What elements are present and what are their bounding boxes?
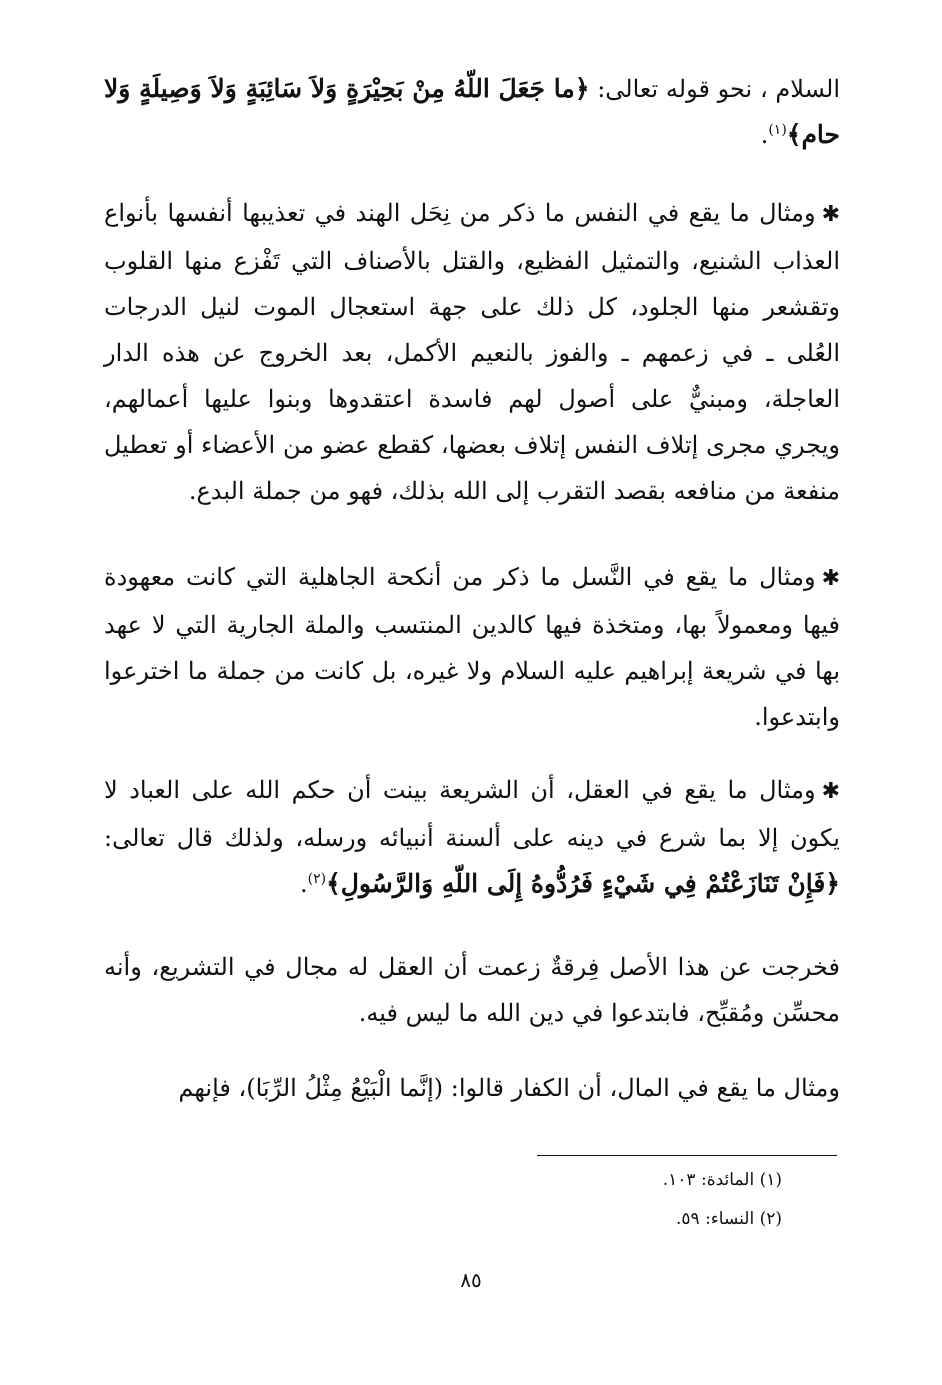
star-bullet-icon: ✱ xyxy=(821,779,840,804)
paragraph-6 xyxy=(104,1065,840,1111)
paragraph-2 xyxy=(104,190,840,514)
star-bullet-icon: ✱ xyxy=(821,566,840,591)
paragraph-1-tail: . xyxy=(760,121,769,149)
footnote-divider xyxy=(537,1155,837,1156)
footnote-ref-2: (٢) xyxy=(307,871,327,887)
quran-quote-2: ﴿فَإِنْ تَنَازَعْتُمْ فِي شَيْءٍ فَرُدُّوهُ إِلَى اللّهِ وَالرَّسُولِ﴾ xyxy=(326,869,840,898)
paragraph-4-tail: . xyxy=(299,870,308,898)
paragraph-3-text: ومثال ما يقع في النَّسل ما ذكر من أنكحة الجاهلية التي كانت معهودة فيها ومعمولاً بها، ومتخذة فيها كالدين المنتسب والملة الجارية التي لا عهد بها في شريعة إبراهيم عليه السلام ولا غيره، بل كانت من جملة ما اخترعوا وابتدعوا. xyxy=(104,563,841,731)
paragraph-5-text: فخرجت عن هذا الأصل فِرقةٌ زعمت أن العقل له مجال في التشريع، وأنه محسِّن ومُقبِّح، فابتدعوا في دين الله ما ليس فيه. xyxy=(104,953,840,1027)
paragraph-6-text: ومثال ما يقع في المال، أن الكفار قالوا: (إنَّما الْبَيْعُ مِثْلُ الرِّبَا)، فإنهم xyxy=(178,1074,840,1102)
paragraph-2-text: ومثال ما يقع في النفس ما ذكر من نِحَل الهند في تعذيبها أنفسها بأنواع العذاب الشنيع، والتمثيل الفظيع، والقتل بالأصناف التي تَفْزع منها القلوب وتقشعر منها الجلود، كل ذلك على جهة استعجال الموت لنيل الدرجات العُلى ـ في زعمهم ـ والفوز بالنعيم الأكمل، بعد الخروج عن هذه الدار العاجلة، ومبنيٌّ على أصول لهم فاسدة اعتقدوها وبنوا عليها أعمالهم، ويجري مجرى إتلاف النفس إتلاف بعضها، كقطع عضو من الأعضاء أو تعطيل منفعة من منافعه بقصد التقرب إلى الله بذلك، فهو من جملة البدع. xyxy=(104,199,840,505)
footnote-2: (٢) النساء: ٥٩. xyxy=(676,1209,782,1229)
star-bullet-icon: ✱ xyxy=(821,202,840,227)
page-number: ٨٥ xyxy=(460,1268,482,1292)
footnote-1: (١) المائدة: ١٠٣. xyxy=(662,1170,782,1190)
paragraph-1-lead: السلام ، نحو قوله تعالى: xyxy=(589,75,840,103)
paragraph-3 xyxy=(104,554,840,740)
paragraph-1 xyxy=(104,66,840,158)
paragraph-4 xyxy=(104,767,840,907)
paragraph-5 xyxy=(104,944,840,1036)
paragraph-4-lead: ومثال ما يقع في العقل، أن الشريعة بينت أن حكم الله على العباد لا يكون إلا بما شرع في دينه على ألسنة أنبيائه ورسله، ولذلك قال تعالى: xyxy=(104,776,840,852)
footnote-ref-1: (١) xyxy=(768,122,787,138)
quran-quote-1: ﴿ما جَعَلَ اللّهُ مِنْ بَحِيْرَةٍ وَلاَ سَائِبَةٍ وَلاَ وَصِيلَةٍ وَلا حام﴾ xyxy=(104,74,840,149)
